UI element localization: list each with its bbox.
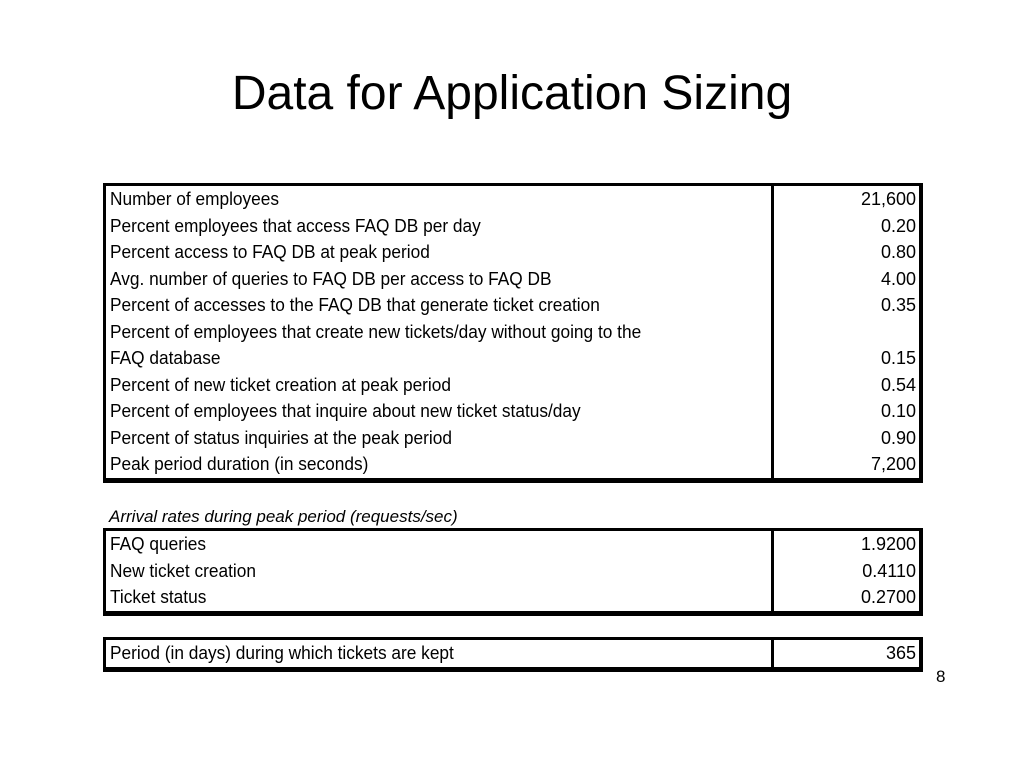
row-value: 0.15 xyxy=(880,348,916,368)
row-label: Ticket status xyxy=(110,587,207,607)
table-row xyxy=(106,640,919,667)
row-label: Peak period duration (in seconds) xyxy=(110,454,369,474)
table-row xyxy=(106,425,919,452)
row-label: FAQ queries xyxy=(110,534,207,554)
row-label: Avg. number of queries to FAQ DB per access to FAQ DB xyxy=(110,268,552,289)
arrival-rates-table xyxy=(103,528,923,616)
page-number: 8 xyxy=(936,667,946,686)
table-row xyxy=(106,584,919,611)
row-value: 7,200 xyxy=(870,454,916,474)
row-value: 0.2700 xyxy=(860,587,916,607)
table-row xyxy=(106,345,919,372)
slide-title: Data for Application Sizing xyxy=(231,67,793,120)
table-row xyxy=(106,266,919,293)
ticket-retention-table xyxy=(103,637,923,672)
row-value: 365 xyxy=(885,643,916,663)
table-row xyxy=(106,398,919,425)
row-value: 0.4110 xyxy=(862,560,916,581)
table-row xyxy=(106,213,919,240)
row-value: 0.54 xyxy=(880,374,916,395)
row-label: Percent employees that access FAQ DB per day xyxy=(110,215,481,236)
row-label: Period (in days) during which tickets are kept xyxy=(110,643,454,663)
row-value: 21,600 xyxy=(860,189,916,209)
row-label: Number of employees xyxy=(110,189,280,209)
table-row xyxy=(106,451,919,478)
table-row xyxy=(106,319,919,346)
table-row xyxy=(106,292,919,319)
row-label: FAQ database xyxy=(110,348,221,368)
row-label: Percent of accesses to the FAQ DB that generate ticket creation xyxy=(110,295,600,315)
row-label: New ticket creation xyxy=(110,560,256,581)
row-label: Percent of employees that create new tickets/day without going to the xyxy=(110,321,642,342)
table-row xyxy=(106,531,919,558)
table-row xyxy=(106,186,919,213)
row-value: 0.10 xyxy=(880,401,916,421)
row-value: 0.20 xyxy=(880,215,916,236)
row-value: 0.35 xyxy=(880,295,916,315)
row-value: 4.00 xyxy=(880,268,916,289)
row-label: Percent of status inquiries at the peak period xyxy=(110,427,452,448)
table-row xyxy=(106,372,919,399)
sizing-inputs-table xyxy=(103,183,923,483)
row-value: 0.80 xyxy=(880,242,916,262)
row-value: 0.90 xyxy=(880,427,916,448)
table-row xyxy=(106,239,919,266)
row-label: Percent of employees that inquire about new ticket status/day xyxy=(110,401,581,421)
arrival-rates-caption: Arrival rates during peak period (requests/sec) xyxy=(109,507,458,526)
table-row xyxy=(106,558,919,585)
row-value: 1.9200 xyxy=(860,534,916,554)
row-label: Percent of new ticket creation at peak period xyxy=(110,374,451,395)
row-label: Percent access to FAQ DB at peak period xyxy=(110,242,430,262)
